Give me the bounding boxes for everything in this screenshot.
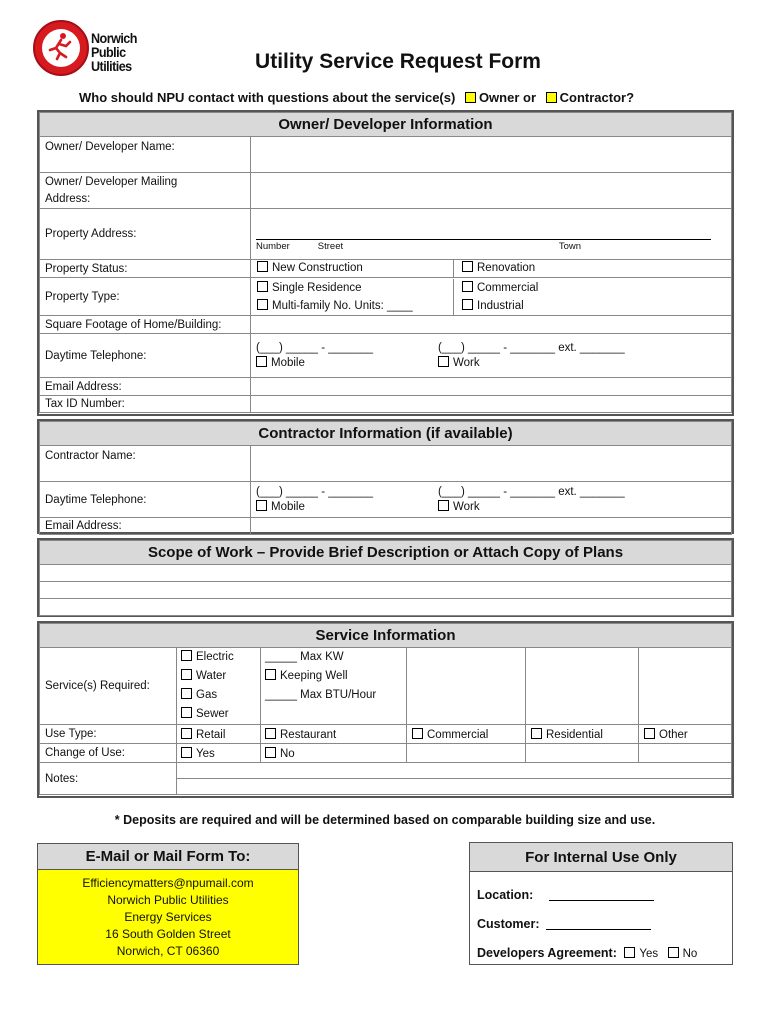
developers-agreement-label: Developers Agreement: (477, 946, 617, 960)
scope-line[interactable] (40, 599, 732, 616)
gas-checkbox[interactable]: Gas (181, 689, 217, 701)
owner-name-label: Owner/ Developer Name: (40, 137, 251, 173)
square-footage-label: Square Footage of Home/Building: (40, 316, 251, 334)
scope-section (37, 538, 734, 617)
section-header: Contractor Information (if available) (40, 422, 732, 446)
mail-to-address: Efficiencymatters@npumail.com Norwich Public Utilities Energy Services 16 South Golden Street Norwich, CT 06360 (38, 870, 298, 964)
location-label: Location: (477, 888, 534, 902)
customer-field[interactable] (546, 916, 651, 930)
property-type-label: Property Type: (40, 278, 251, 316)
page-title: Utility Service Request Form (255, 50, 541, 73)
square-footage-field[interactable] (251, 316, 732, 334)
location-field[interactable] (549, 887, 654, 901)
section-header: Scope of Work – Provide Brief Description or Attach Copy of Plans (40, 541, 732, 565)
change-no-checkbox[interactable]: No (265, 748, 295, 760)
mailing-address-field[interactable] (251, 173, 732, 209)
contractor-work-checkbox[interactable]: Work (438, 501, 480, 513)
use-type-label: Use Type: (40, 725, 177, 744)
water-checkbox[interactable]: Water (181, 670, 226, 682)
email-field[interactable] (251, 378, 732, 396)
work-checkbox[interactable]: Work (438, 357, 480, 369)
electric-checkbox[interactable]: Electric (181, 651, 234, 663)
service-section (37, 621, 734, 798)
contractor-mobile-checkbox[interactable]: Mobile (256, 501, 305, 513)
contractor-email-label: Email Address: (40, 518, 251, 535)
new-construction-checkbox[interactable]: New Construction (257, 262, 363, 274)
deposit-note: * Deposits are required and will be determined based on comparable building size and use. (114, 813, 656, 827)
owner-section (37, 110, 734, 416)
contact-question: Who should NPU contact with questions about the service(s) Owner or Contractor? (79, 90, 635, 105)
section-header: Owner/ Developer Information (40, 113, 732, 137)
logo-wordmark: Norwich Public Utilities (91, 30, 137, 74)
scope-line[interactable] (40, 582, 732, 599)
daytime-telephone-field[interactable]: (___) _____ - _______ (___) _____ - _______ ext. _______ Mobile Work (251, 334, 732, 378)
mail-to-box (37, 843, 299, 965)
sewer-checkbox[interactable]: Sewer (181, 708, 229, 720)
internal-use-box (469, 842, 733, 965)
max-kw-field[interactable]: _____ Max KW (265, 651, 344, 663)
industrial-checkbox[interactable]: Industrial (462, 300, 524, 312)
agreement-no-checkbox[interactable]: No (668, 948, 698, 960)
notes-line[interactable] (177, 779, 732, 795)
contractor-name-label: Contractor Name: (40, 446, 251, 482)
services-required-label: Service(s) Required: (40, 648, 177, 725)
mobile-checkbox[interactable]: Mobile (256, 357, 305, 369)
owner-checkbox[interactable] (465, 92, 476, 103)
multi-family-checkbox[interactable]: Multi-family No. Units: ____ (257, 300, 413, 312)
tax-id-label: Tax ID Number: (40, 396, 251, 413)
section-header: Service Information (40, 624, 732, 648)
renovation-checkbox[interactable]: Renovation (462, 262, 535, 274)
scope-line[interactable] (40, 565, 732, 582)
contractor-name-field[interactable] (251, 446, 732, 482)
commercial-checkbox[interactable]: Commercial (462, 282, 538, 294)
agreement-yes-checkbox[interactable]: Yes (624, 948, 658, 960)
keeping-well-checkbox[interactable]: Keeping Well (265, 670, 348, 682)
mail-to-email[interactable]: Efficiencymatters@npumail.com (82, 876, 254, 890)
owner-name-field[interactable] (251, 137, 732, 173)
tax-id-field[interactable] (251, 396, 732, 413)
contractor-email-field[interactable] (251, 518, 732, 535)
max-btu-field[interactable]: _____ Max BTU/Hour (265, 689, 377, 701)
change-yes-checkbox[interactable]: Yes (181, 748, 215, 760)
email-label: Email Address: (40, 378, 251, 396)
property-address-field[interactable]: Number Street Town (251, 209, 732, 260)
residential-checkbox[interactable]: Residential (531, 729, 603, 741)
notes-label: Notes: (40, 763, 177, 795)
customer-label: Customer: (477, 917, 540, 931)
single-residence-checkbox[interactable]: Single Residence (257, 282, 362, 294)
notes-line[interactable] (177, 763, 732, 779)
mailing-address-label: Owner/ Developer Mailing Address: (40, 173, 251, 209)
mail-to-header: E-Mail or Mail Form To: (38, 844, 298, 870)
internal-use-header: For Internal Use Only (470, 843, 732, 872)
property-status-label: Property Status: (40, 260, 251, 278)
retail-checkbox[interactable]: Retail (181, 729, 225, 741)
contractor-telephone-label: Daytime Telephone: (40, 482, 251, 518)
contractor-telephone-field[interactable]: (___) _____ - _______ (___) _____ - _______ ext. _______ Mobile Work (251, 482, 732, 518)
contractor-section (37, 419, 734, 534)
other-checkbox[interactable]: Other (644, 729, 688, 741)
change-of-use-label: Change of Use: (40, 744, 177, 763)
daytime-telephone-label: Daytime Telephone: (40, 334, 251, 378)
property-address-label: Property Address: (40, 209, 251, 260)
use-commercial-checkbox[interactable]: Commercial (412, 729, 488, 741)
contractor-checkbox[interactable] (546, 92, 557, 103)
restaurant-checkbox[interactable]: Restaurant (265, 729, 336, 741)
